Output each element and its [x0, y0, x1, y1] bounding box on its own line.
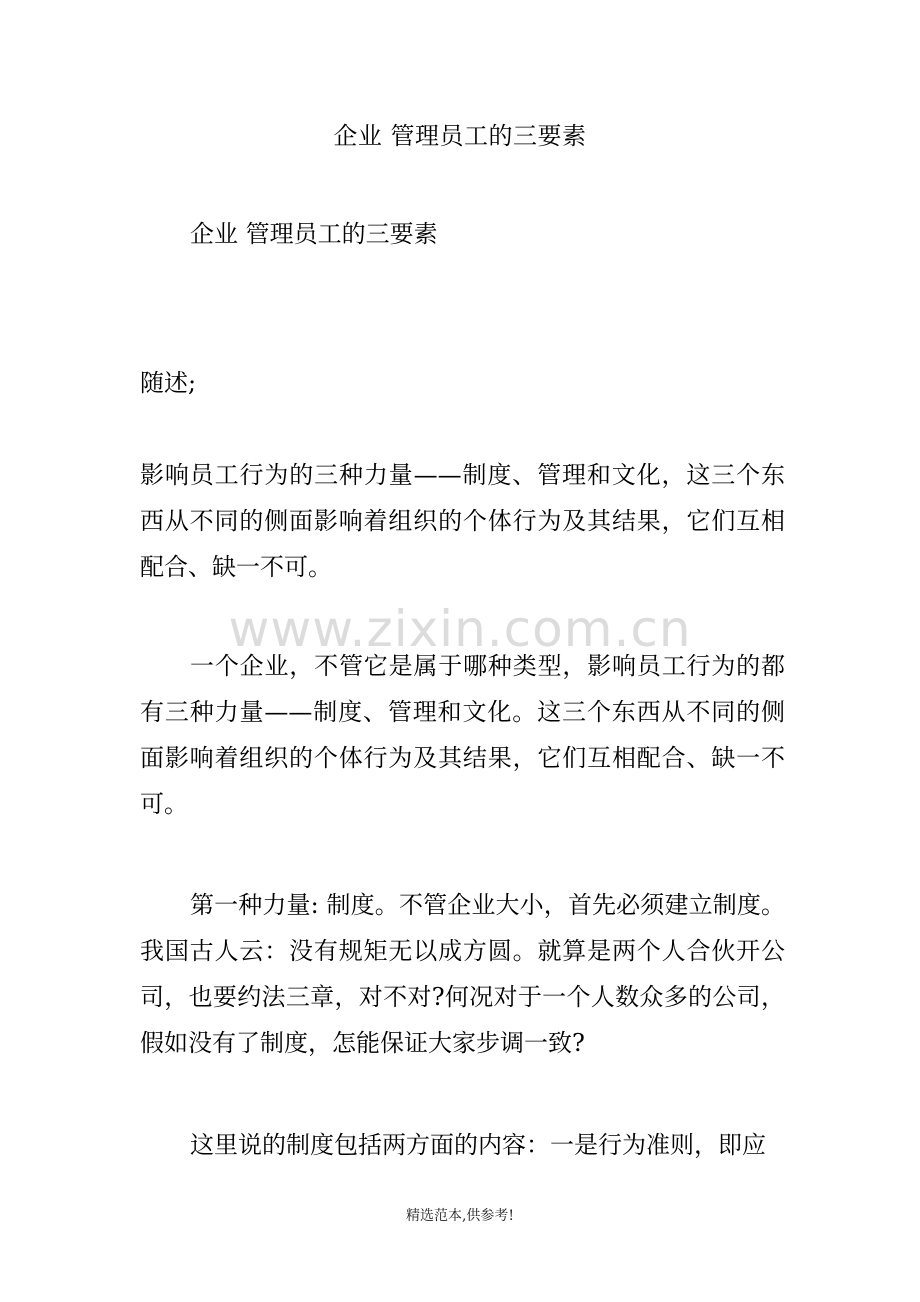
document-subtitle: 企业 管理员工的三要素: [190, 220, 438, 248]
paragraph-three-forces: 一个企业，不管它是属于哪种类型，影响员工行为的都有三种力量——制度、管理和文化。这三个东西从不同的侧面影响着组织的个体行为及其结果，它们互相配合、缺一不可。: [140, 652, 785, 818]
paragraph-summary: 影响员工行为的三种力量——制度、管理和文化，这三个东西从不同的侧面影响着组织的个体行为及其结果，它们互相配合、缺一不可。: [140, 461, 785, 581]
watermark-text: www.zixin.com.cn: [228, 600, 692, 658]
paragraph-institution-content: 这里说的制度包括两方面的内容：一是行为准则，即应: [190, 1131, 766, 1159]
document-title: 企业 管理员工的三要素: [333, 122, 587, 150]
paragraph-intro-label: 随述;: [140, 369, 197, 397]
page-footer: 精选范本,供参考!: [405, 1208, 515, 1224]
paragraph-first-force: 第一种力量: 制度。不管企业大小，首先必须建立制度。我国古人云：没有规矩无以成方圆。就算是两个人合伙开公司，也要约法三章，对不对?何况对于一个人数众多的公司，假如没有了制度，怎能保证大家步调一致?: [140, 891, 785, 1057]
